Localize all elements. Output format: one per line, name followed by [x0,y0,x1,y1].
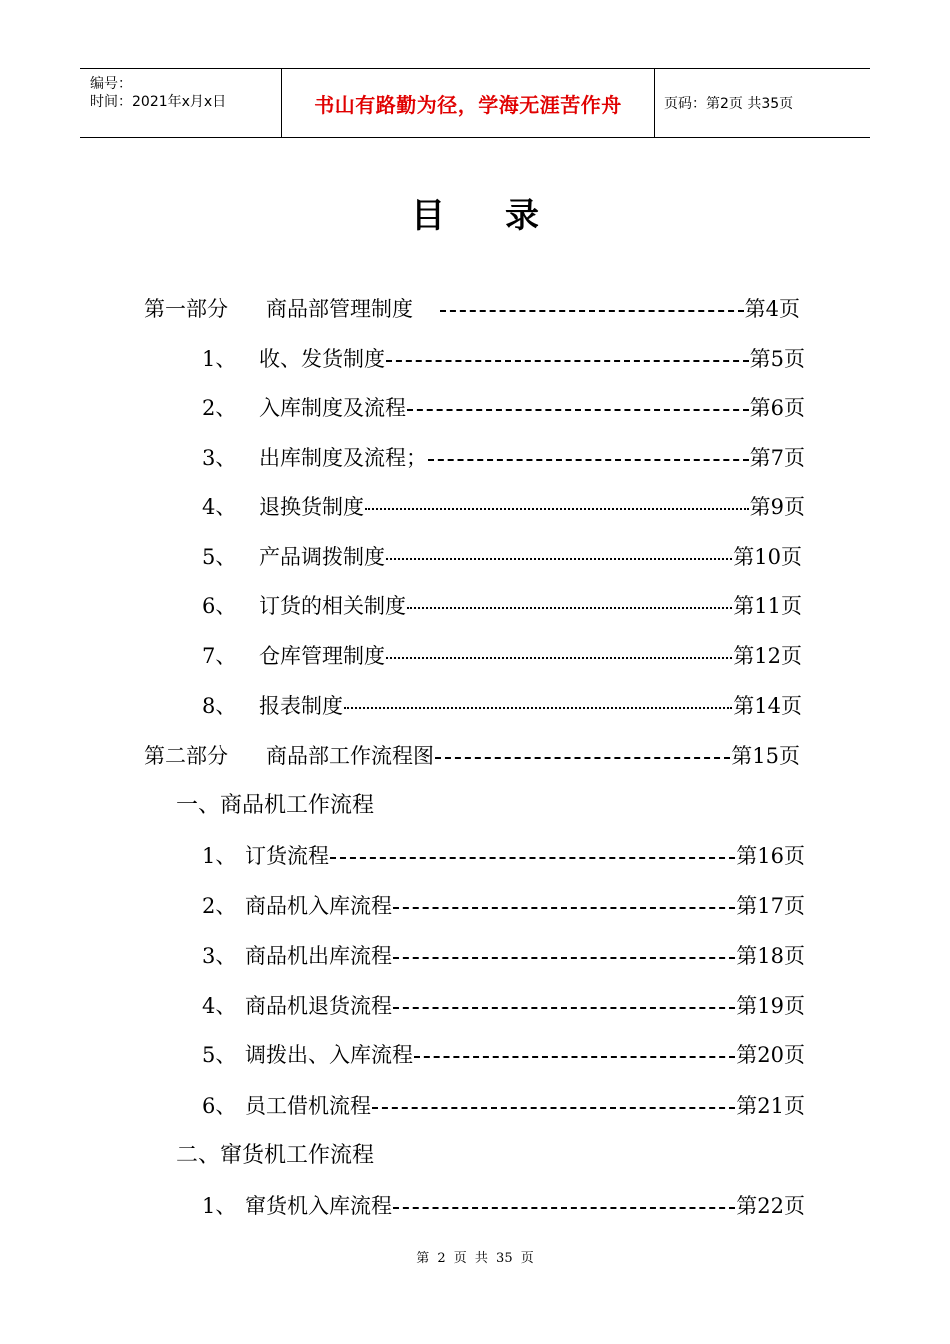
toc-page: 第20页 [736,1043,805,1067]
toc-page: 第22页 [736,1194,805,1218]
toc-page: 第16页 [736,844,805,868]
toc-page: 第7页 [749,446,805,470]
toc-entry-part-1[interactable] [144,294,800,324]
toc-text: 报表制度 [259,694,343,718]
toc-entry[interactable] [202,443,805,473]
toc-text: 商品机退货流程 [245,994,392,1018]
toc-number: 1、 [202,1194,237,1218]
toc-number: 7、 [202,644,237,668]
toc-leader [393,1007,735,1009]
toc-text: 退换货制度 [259,495,364,519]
toc-number: 3、 [202,944,237,968]
toc-leader [393,1207,735,1209]
number-label: 编号： [90,76,132,92]
toc-leader [414,1056,735,1058]
header-motto: 书山有路勤为径，学海无涯苦作舟 [281,69,655,137]
page-footer: 第 2 页 共 35 页 [416,1251,534,1266]
toc-number: 5、 [202,1043,237,1067]
toc-leader [440,310,744,312]
toc-entry[interactable] [202,941,805,971]
toc-text: 收、发货制度 [259,347,385,371]
toc-number: 第二部分 [144,744,228,768]
toc-page: 第4页 [744,297,800,321]
toc-entry[interactable] [202,991,805,1021]
toc-text: 订货的相关制度 [259,594,406,618]
toc-leader [386,558,732,560]
toc-leader [344,707,732,709]
toc-page: 第5页 [749,347,805,371]
toc-entry[interactable] [202,691,802,721]
toc-text: 入库制度及流程 [259,396,406,420]
page-header [80,68,870,138]
header-meta [80,69,280,137]
toc-leader [372,1107,735,1109]
toc-page: 第21页 [736,1094,805,1118]
toc-leader [330,857,735,859]
toc-text: 出库制度及流程； [259,446,427,470]
time-label: 时间：2021年x月x日 [90,94,227,110]
toc-leader [365,508,749,510]
toc-text: 产品调拨制度 [259,545,385,569]
toc-entry[interactable] [202,841,805,871]
toc-number: 8、 [202,694,237,718]
toc-number: 4、 [202,994,237,1018]
toc-page: 第19页 [736,994,805,1018]
toc-number: 1、 [202,347,237,371]
toc-text: 员工借机流程 [245,1094,371,1118]
toc-page: 第11页 [733,594,802,618]
toc-number: 6、 [202,594,237,618]
toc-leader [393,957,735,959]
toc-subheading[interactable]: 一、商品机工作流程 [176,793,375,818]
toc-entry[interactable] [202,492,805,522]
toc-text: 调拨出、入库流程 [245,1043,413,1067]
toc-subheading[interactable]: 二、窜货机工作流程 [176,1143,375,1168]
toc-page: 第17页 [736,894,805,918]
toc-number: 2、 [202,396,237,420]
page-title: 目录 [411,196,599,236]
toc-number: 4、 [202,495,237,519]
toc-leader [393,907,735,909]
toc-page: 第12页 [733,644,802,668]
toc-page: 第14页 [733,694,802,718]
toc-number: 第一部分 [144,297,228,321]
toc-entry[interactable] [202,1191,805,1221]
toc-number: 1、 [202,844,237,868]
toc-leader [386,657,732,659]
toc-entry[interactable] [202,393,805,423]
toc-page: 第18页 [736,944,805,968]
toc-page: 第15页 [731,744,800,768]
toc-text: 订货流程 [245,844,329,868]
toc-text: 窜货机入库流程 [245,1194,392,1218]
toc-leader [435,757,730,759]
toc-leader [428,459,749,461]
toc-entry[interactable] [202,344,805,374]
toc-number: 6、 [202,1094,237,1118]
toc-text: 仓库管理制度 [259,644,385,668]
toc-leader [407,607,732,609]
toc-entry[interactable] [202,542,802,572]
header-page-info: 页码：第2页 共35页 [664,96,794,112]
toc-entry[interactable] [202,891,805,921]
toc-text: 商品机入库流程 [245,894,392,918]
toc-entry[interactable] [202,1091,805,1121]
toc-entry-part-2[interactable] [144,741,800,771]
toc-entry[interactable] [202,641,802,671]
toc-number: 5、 [202,545,237,569]
toc-number: 3、 [202,446,237,470]
toc-entry[interactable] [202,591,802,621]
toc-leader [407,409,749,411]
toc-number: 2、 [202,894,237,918]
toc-page: 第9页 [749,495,805,519]
toc-page: 第10页 [733,545,802,569]
toc-text: 商品机出库流程 [245,944,392,968]
toc-leader [386,360,749,362]
toc-page: 第6页 [749,396,805,420]
toc-text: 商品部工作流程图 [266,744,434,768]
toc-text: 商品部管理制度 [266,297,413,321]
toc-entry[interactable] [202,1040,805,1070]
